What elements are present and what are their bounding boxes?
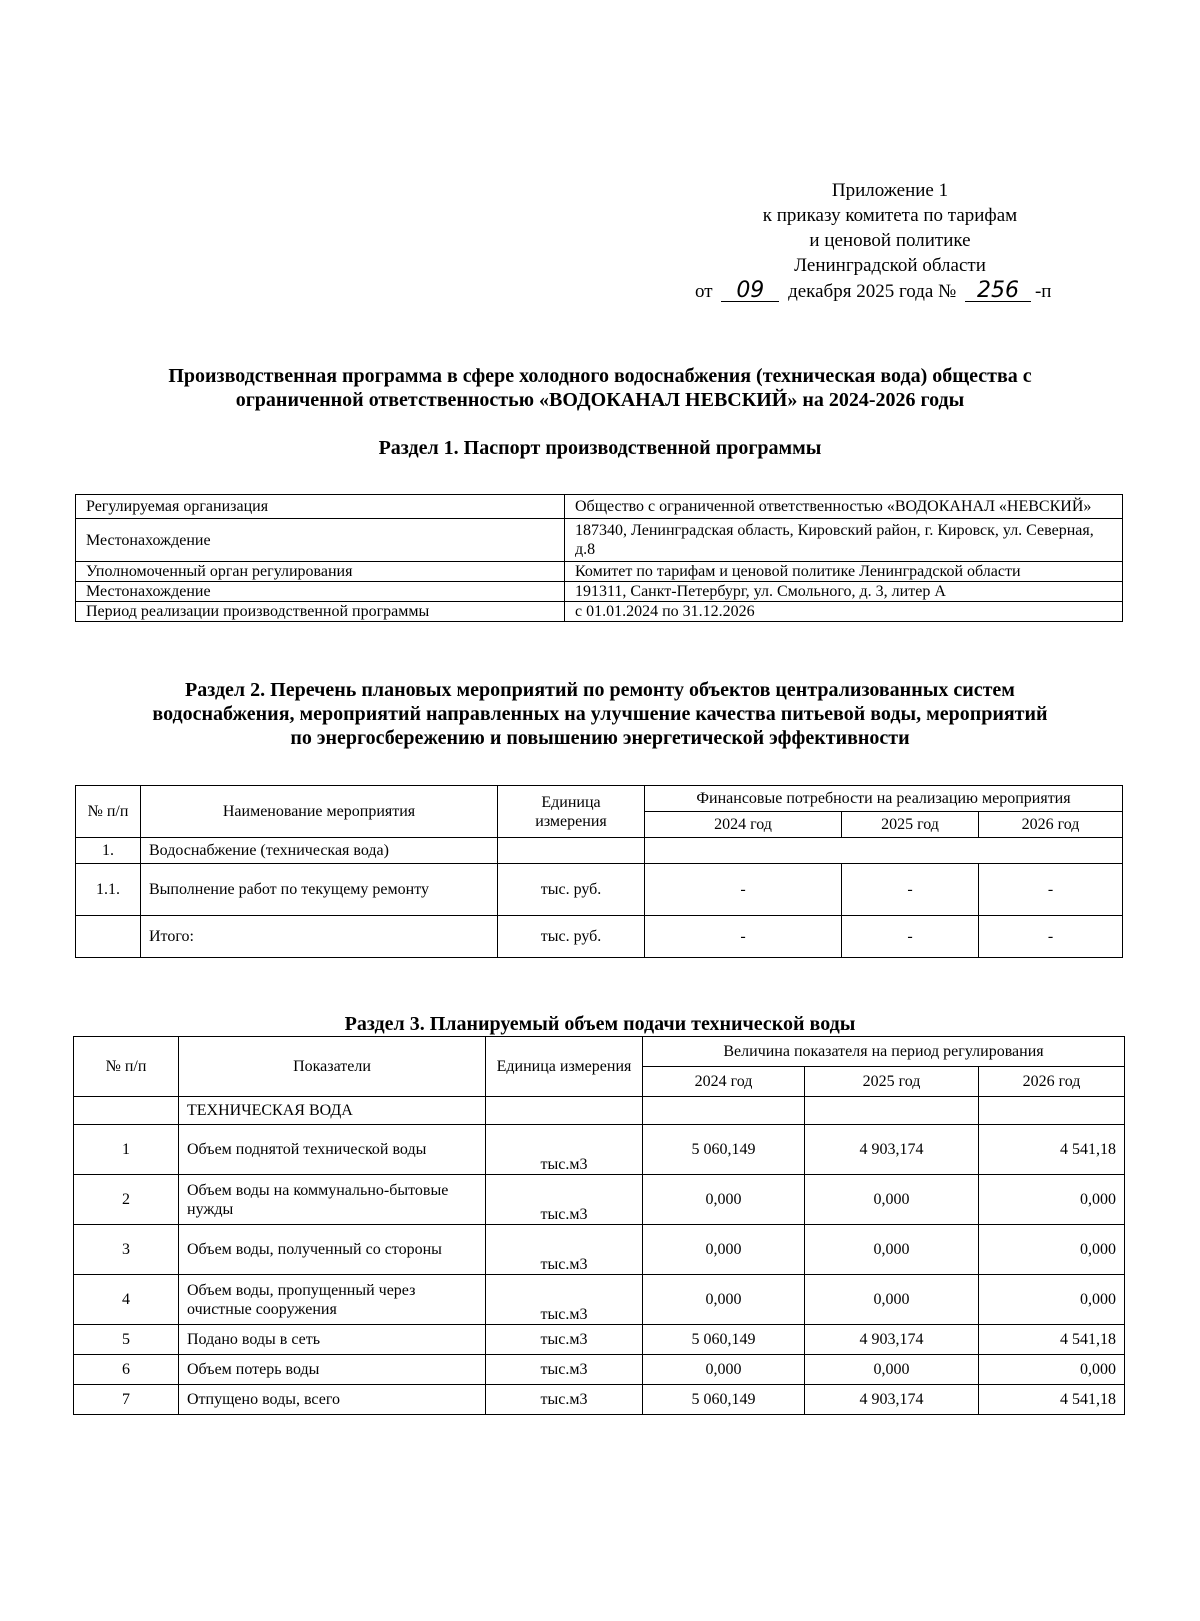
cell-value: 0,000 bbox=[805, 1275, 979, 1325]
section1-title: Раздел 1. Паспорт производственной программы bbox=[378, 437, 822, 459]
cell-name: Объем поднятой технической воды bbox=[179, 1125, 486, 1175]
order-day-handwritten: 09 bbox=[721, 281, 779, 302]
cell-value: - bbox=[979, 864, 1123, 916]
cell-num: 1 bbox=[74, 1125, 179, 1175]
table-row bbox=[76, 916, 1123, 958]
col-header-unit: Единица измерения bbox=[486, 1037, 643, 1097]
table-row bbox=[74, 1175, 1125, 1225]
section2-title bbox=[60, 678, 1140, 750]
cell-value: 0,000 bbox=[979, 1355, 1125, 1385]
col-header-year: 2026 год bbox=[979, 1067, 1125, 1097]
cell-num: 4 bbox=[74, 1275, 179, 1325]
measures-table bbox=[75, 785, 1123, 958]
table-header-row bbox=[76, 786, 1123, 812]
table-row bbox=[74, 1355, 1125, 1385]
cell-unit: тыс. руб. bbox=[498, 916, 645, 958]
order-number-handwritten: 256 bbox=[965, 281, 1031, 302]
col-header-num: № п/п bbox=[74, 1037, 179, 1097]
cell-num: 6 bbox=[74, 1355, 179, 1385]
cell-unit bbox=[498, 838, 645, 864]
order-prefix: от bbox=[695, 281, 713, 302]
cell-num: 1.1. bbox=[76, 864, 141, 916]
cell-value: 4 903,174 bbox=[805, 1325, 979, 1355]
table-row bbox=[74, 1275, 1125, 1325]
table-row bbox=[74, 1225, 1125, 1275]
document-title-line: ограниченной ответственностью «ВОДОКАНАЛ НЕВСКИЙ» на 2024-2026 годы bbox=[235, 389, 965, 411]
passport-key: Регулируемая организация bbox=[76, 495, 565, 519]
cell-num: 5 bbox=[74, 1325, 179, 1355]
table-row bbox=[74, 1325, 1125, 1355]
cell-unit: тыс.м3 bbox=[486, 1125, 643, 1175]
cell-value: 0,000 bbox=[805, 1355, 979, 1385]
cell-value: 0,000 bbox=[805, 1175, 979, 1225]
order-line bbox=[695, 278, 1052, 303]
cell-unit: тыс.м3 bbox=[486, 1325, 643, 1355]
document-title bbox=[60, 364, 1140, 412]
cell-value: 4 903,174 bbox=[805, 1125, 979, 1175]
section2-title-line: водоснабжения, мероприятий направленных на улучшение качества питьевой воды, мероприятий bbox=[152, 703, 1048, 725]
cell-unit: тыс.м3 bbox=[486, 1355, 643, 1385]
section3-title: Раздел 3. Планируемый объем подачи технической воды bbox=[344, 1013, 856, 1035]
cell-value: 5 060,149 bbox=[643, 1325, 805, 1355]
col-header-finance: Финансовые потребности на реализацию мероприятия bbox=[645, 786, 1123, 812]
table-row bbox=[76, 495, 1123, 519]
order-suffix: -п bbox=[1034, 281, 1052, 302]
cell-name: Итого: bbox=[141, 916, 498, 958]
col-header-year: 2025 год bbox=[842, 812, 979, 838]
table-row bbox=[74, 1385, 1125, 1415]
cell-value: 0,000 bbox=[979, 1225, 1125, 1275]
document-title-line: Производственная программа в сфере холодного водоснабжения (техническая вода) общества с bbox=[168, 365, 1032, 387]
col-header-value: Величина показателя на период регулирования bbox=[643, 1037, 1125, 1067]
cell-value: 5 060,149 bbox=[643, 1125, 805, 1175]
passport-key: Местонахождение bbox=[76, 519, 565, 562]
appendix-line: к приказу комитета по тарифам bbox=[762, 205, 1018, 226]
cell-num bbox=[76, 916, 141, 958]
passport-table bbox=[75, 494, 1123, 622]
col-header-unit: Единица измерения bbox=[498, 786, 645, 838]
appendix-line: и ценовой политике bbox=[809, 230, 971, 251]
cell-value: - bbox=[645, 864, 842, 916]
cell-unit: тыс. руб. bbox=[498, 864, 645, 916]
section2-title-line: Раздел 2. Перечень плановых мероприятий по ремонту объектов централизованных систем bbox=[185, 679, 1015, 701]
passport-value: с 01.01.2024 по 31.12.2026 bbox=[565, 602, 1123, 622]
passport-key: Уполномоченный орган регулирования bbox=[76, 562, 565, 582]
cell-value: 0,000 bbox=[643, 1225, 805, 1275]
cell-empty bbox=[645, 838, 1123, 864]
cell-value: 0,000 bbox=[979, 1175, 1125, 1225]
table-row bbox=[74, 1125, 1125, 1175]
cell-name: Выполнение работ по текущему ремонту bbox=[141, 864, 498, 916]
order-middle: декабря 2025 года № bbox=[788, 281, 957, 302]
cell-value: - bbox=[979, 916, 1123, 958]
table-row bbox=[76, 838, 1123, 864]
appendix-header bbox=[690, 178, 1090, 278]
passport-value: 191311, Санкт-Петербург, ул. Смольного, д. 3, литер А bbox=[565, 582, 1123, 602]
cell-empty bbox=[74, 1097, 179, 1125]
cell-value: 0,000 bbox=[979, 1275, 1125, 1325]
passport-value: 187340, Ленинградская область, Кировский район, г. Кировск, ул. Северная, д.8 bbox=[565, 519, 1123, 562]
volume-table bbox=[73, 1036, 1125, 1415]
col-header-year: 2024 год bbox=[645, 812, 842, 838]
appendix-line: Ленинградской области bbox=[794, 255, 986, 276]
passport-key: Местонахождение bbox=[76, 582, 565, 602]
passport-value: Общество с ограниченной ответственностью «ВОДОКАНАЛ «НЕВСКИЙ» bbox=[565, 495, 1123, 519]
cell-value: 4 541,18 bbox=[979, 1385, 1125, 1415]
group-label: ТЕХНИЧЕСКАЯ ВОДА bbox=[179, 1097, 486, 1125]
col-header-year: 2024 год bbox=[643, 1067, 805, 1097]
cell-name: Объем воды на коммунально-бытовые нужды bbox=[179, 1175, 486, 1225]
cell-num: 3 bbox=[74, 1225, 179, 1275]
col-header-num: № п/п bbox=[76, 786, 141, 838]
cell-value: - bbox=[645, 916, 842, 958]
cell-name: Объем воды, пропущенный через очистные сооружения bbox=[179, 1275, 486, 1325]
cell-unit: тыс.м3 bbox=[486, 1175, 643, 1225]
cell-unit: тыс.м3 bbox=[486, 1225, 643, 1275]
cell-num: 2 bbox=[74, 1175, 179, 1225]
cell-empty bbox=[979, 1097, 1125, 1125]
cell-name: Отпущено воды, всего bbox=[179, 1385, 486, 1415]
cell-name: Подано воды в сеть bbox=[179, 1325, 486, 1355]
cell-name: Объем потерь воды bbox=[179, 1355, 486, 1385]
cell-value: 0,000 bbox=[805, 1225, 979, 1275]
cell-name: Объем воды, полученный со стороны bbox=[179, 1225, 486, 1275]
passport-value: Комитет по тарифам и ценовой политике Ленинградской области bbox=[565, 562, 1123, 582]
cell-value: 4 541,18 bbox=[979, 1125, 1125, 1175]
cell-empty bbox=[486, 1097, 643, 1125]
cell-num: 7 bbox=[74, 1385, 179, 1415]
cell-value: - bbox=[842, 864, 979, 916]
table-header-row bbox=[74, 1037, 1125, 1067]
cell-value: - bbox=[842, 916, 979, 958]
cell-value: 5 060,149 bbox=[643, 1385, 805, 1415]
table-row bbox=[76, 582, 1123, 602]
table-row bbox=[76, 864, 1123, 916]
cell-unit: тыс.м3 bbox=[486, 1385, 643, 1415]
cell-num: 1. bbox=[76, 838, 141, 864]
cell-value: 4 541,18 bbox=[979, 1325, 1125, 1355]
table-row bbox=[74, 1097, 1125, 1125]
cell-value: 0,000 bbox=[643, 1275, 805, 1325]
section2-title-line: по энергосбережению и повышению энергетической эффективности bbox=[290, 727, 910, 749]
col-header-year: 2025 год bbox=[805, 1067, 979, 1097]
cell-value: 0,000 bbox=[643, 1355, 805, 1385]
cell-empty bbox=[643, 1097, 805, 1125]
cell-empty bbox=[805, 1097, 979, 1125]
col-header-name: Показатели bbox=[179, 1037, 486, 1097]
appendix-line: Приложение 1 bbox=[831, 180, 949, 201]
table-row bbox=[76, 562, 1123, 582]
passport-key: Период реализации производственной программы bbox=[76, 602, 565, 622]
cell-value: 0,000 bbox=[643, 1175, 805, 1225]
table-row bbox=[76, 519, 1123, 562]
cell-value: 4 903,174 bbox=[805, 1385, 979, 1415]
cell-unit: тыс.м3 bbox=[486, 1275, 643, 1325]
cell-name: Водоснабжение (техническая вода) bbox=[141, 838, 498, 864]
col-header-name: Наименование мероприятия bbox=[141, 786, 498, 838]
col-header-year: 2026 год bbox=[979, 812, 1123, 838]
table-row bbox=[76, 602, 1123, 622]
